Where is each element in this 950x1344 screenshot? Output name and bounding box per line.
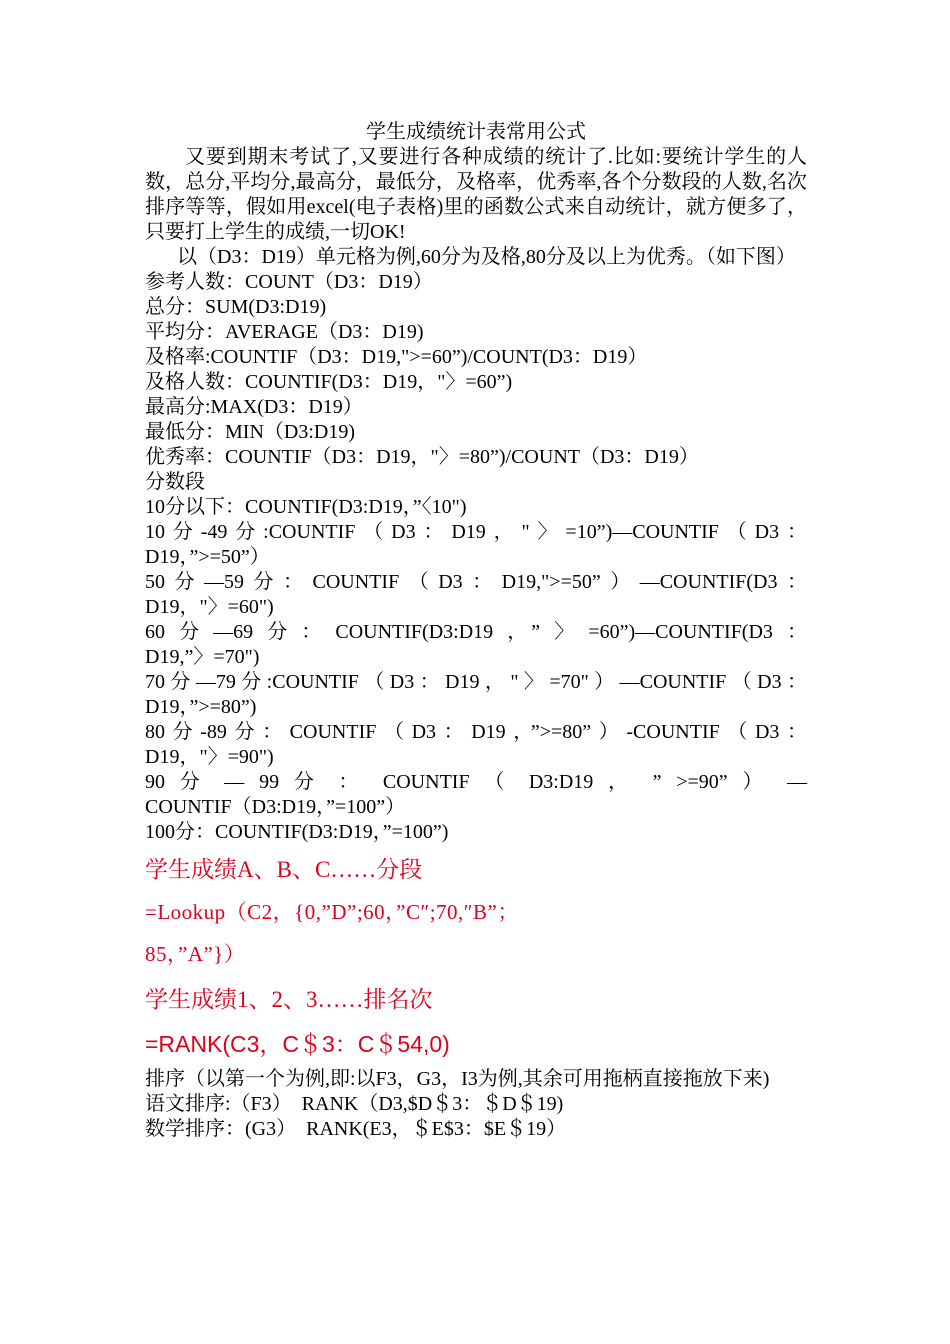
chinese-rank-line: 语文排序:（F3） RANK（D3,$D＄3：＄D＄19) — [145, 1093, 564, 1115]
lookup-formula-line-1: =Lookup（C2，{0,”D”;60，”C″;70,″B”； — [145, 900, 519, 924]
document-page — [145, 120, 807, 1142]
rank-section-heading: 学生成绩1、2、3……排名次 — [145, 987, 433, 1012]
range-formula-continuation: D19，”>=50”） — [145, 546, 270, 568]
formula-line: 最低分：MIN（D3:D19) — [145, 421, 355, 443]
formula-line: 100分：COUNTIF(D3:D19，”=100”) — [145, 821, 449, 843]
range-formula-part-1: 80分-89分：COUNTIF（D3：D19，”>=80”）-COUNTIF（D3： — [145, 721, 807, 743]
range-formula-part-1: 90 分 — 99 分 ： COUNTIF （ D3:D19 ， ” >=90” ） — — [145, 771, 807, 793]
range-formula-continuation: D19，”>=80”) — [145, 696, 257, 718]
formula-line: 优秀率：COUNTIF（D3：D19，"〉=80”)/COUNT（D3：D19） — [145, 446, 699, 468]
range-formula-line — [145, 520, 807, 545]
range-formula-continuation: D19，"〉=60") — [145, 596, 274, 618]
range-formula-line — [145, 570, 807, 595]
range-formula-part-1: 10分-49分:COUNTIF（D3：D19，"〉=10”)—COUNTIF（D3： — [145, 521, 807, 543]
example-paragraph: 以（D3：D19）单元格为例,60分为及格,80分及以上为优秀。（如下图） — [177, 246, 796, 268]
math-rank-line: 数学排序：(G3） RANK(E3，＄E$3：$E＄19） — [145, 1118, 567, 1140]
range-formula-line — [145, 720, 807, 745]
range-formula-part-1: 50分—59分：COUNTIF（D3：D19,">=50”）—COUNTIF(D3： — [145, 571, 807, 593]
formula-line: 平均分：AVERAGE（D3：D19) — [145, 321, 424, 343]
grade-section-heading: 学生成绩A、B、C……分段 — [145, 857, 423, 882]
document-title: 学生成绩统计表常用公式 — [366, 121, 586, 143]
range-formula-part-1: 70分—79分:COUNTIF（D3：D19，"〉=70"）—COUNTIF（D3： — [145, 671, 807, 693]
section-label: 分数段 — [145, 471, 205, 493]
range-formula-line — [145, 620, 807, 645]
lookup-formula-line-2: 85，”A”}） — [145, 942, 246, 966]
formula-line: 参考人数：COUNT（D3：D19） — [145, 271, 433, 293]
range-formula-continuation: COUNTIF（D3:D19，”=100”） — [145, 796, 406, 818]
range-formula-line — [145, 770, 807, 795]
rank-formula: =RANK(C3，C＄3：C＄54,0) — [145, 1031, 450, 1057]
formula-line: 总分：SUM(D3:D19) — [145, 296, 327, 318]
formula-line: 10分以下：COUNTIF(D3:D19，”〈10") — [145, 496, 467, 518]
formula-line: 最高分:MAX(D3：D19） — [145, 396, 363, 418]
sort-note: 排序（以第一个为例,即:以F3，G3，I3为例,其余可用拖柄直接拖放下来) — [145, 1068, 770, 1090]
range-formula-line — [145, 670, 807, 695]
range-formula-part-1: 60分—69分：COUNTIF(D3:D19，”〉=60”)—COUNTIF(D3： — [145, 621, 807, 643]
range-formula-continuation: D19,”〉=70") — [145, 646, 260, 668]
intro-paragraph: 又要到期末考试了,又要进行各种成绩的统计了.比如:要统计学生的人数，总分,平均分,最高分，最低分，及格率，优秀率,各个分数段的人数,名次排序等等，假如用excel(电子表格)里的函数公式来自动统计，就方便多了，只要打上学生的成绩,一切OK! — [145, 146, 807, 243]
formula-line: 及格人数：COUNTIF(D3：D19，"〉=60”) — [145, 371, 513, 393]
range-formula-continuation: D19，"〉=90") — [145, 746, 274, 768]
formula-line: 及格率:COUNTIF（D3：D19,">=60”)/COUNT(D3：D19） — [145, 346, 648, 368]
